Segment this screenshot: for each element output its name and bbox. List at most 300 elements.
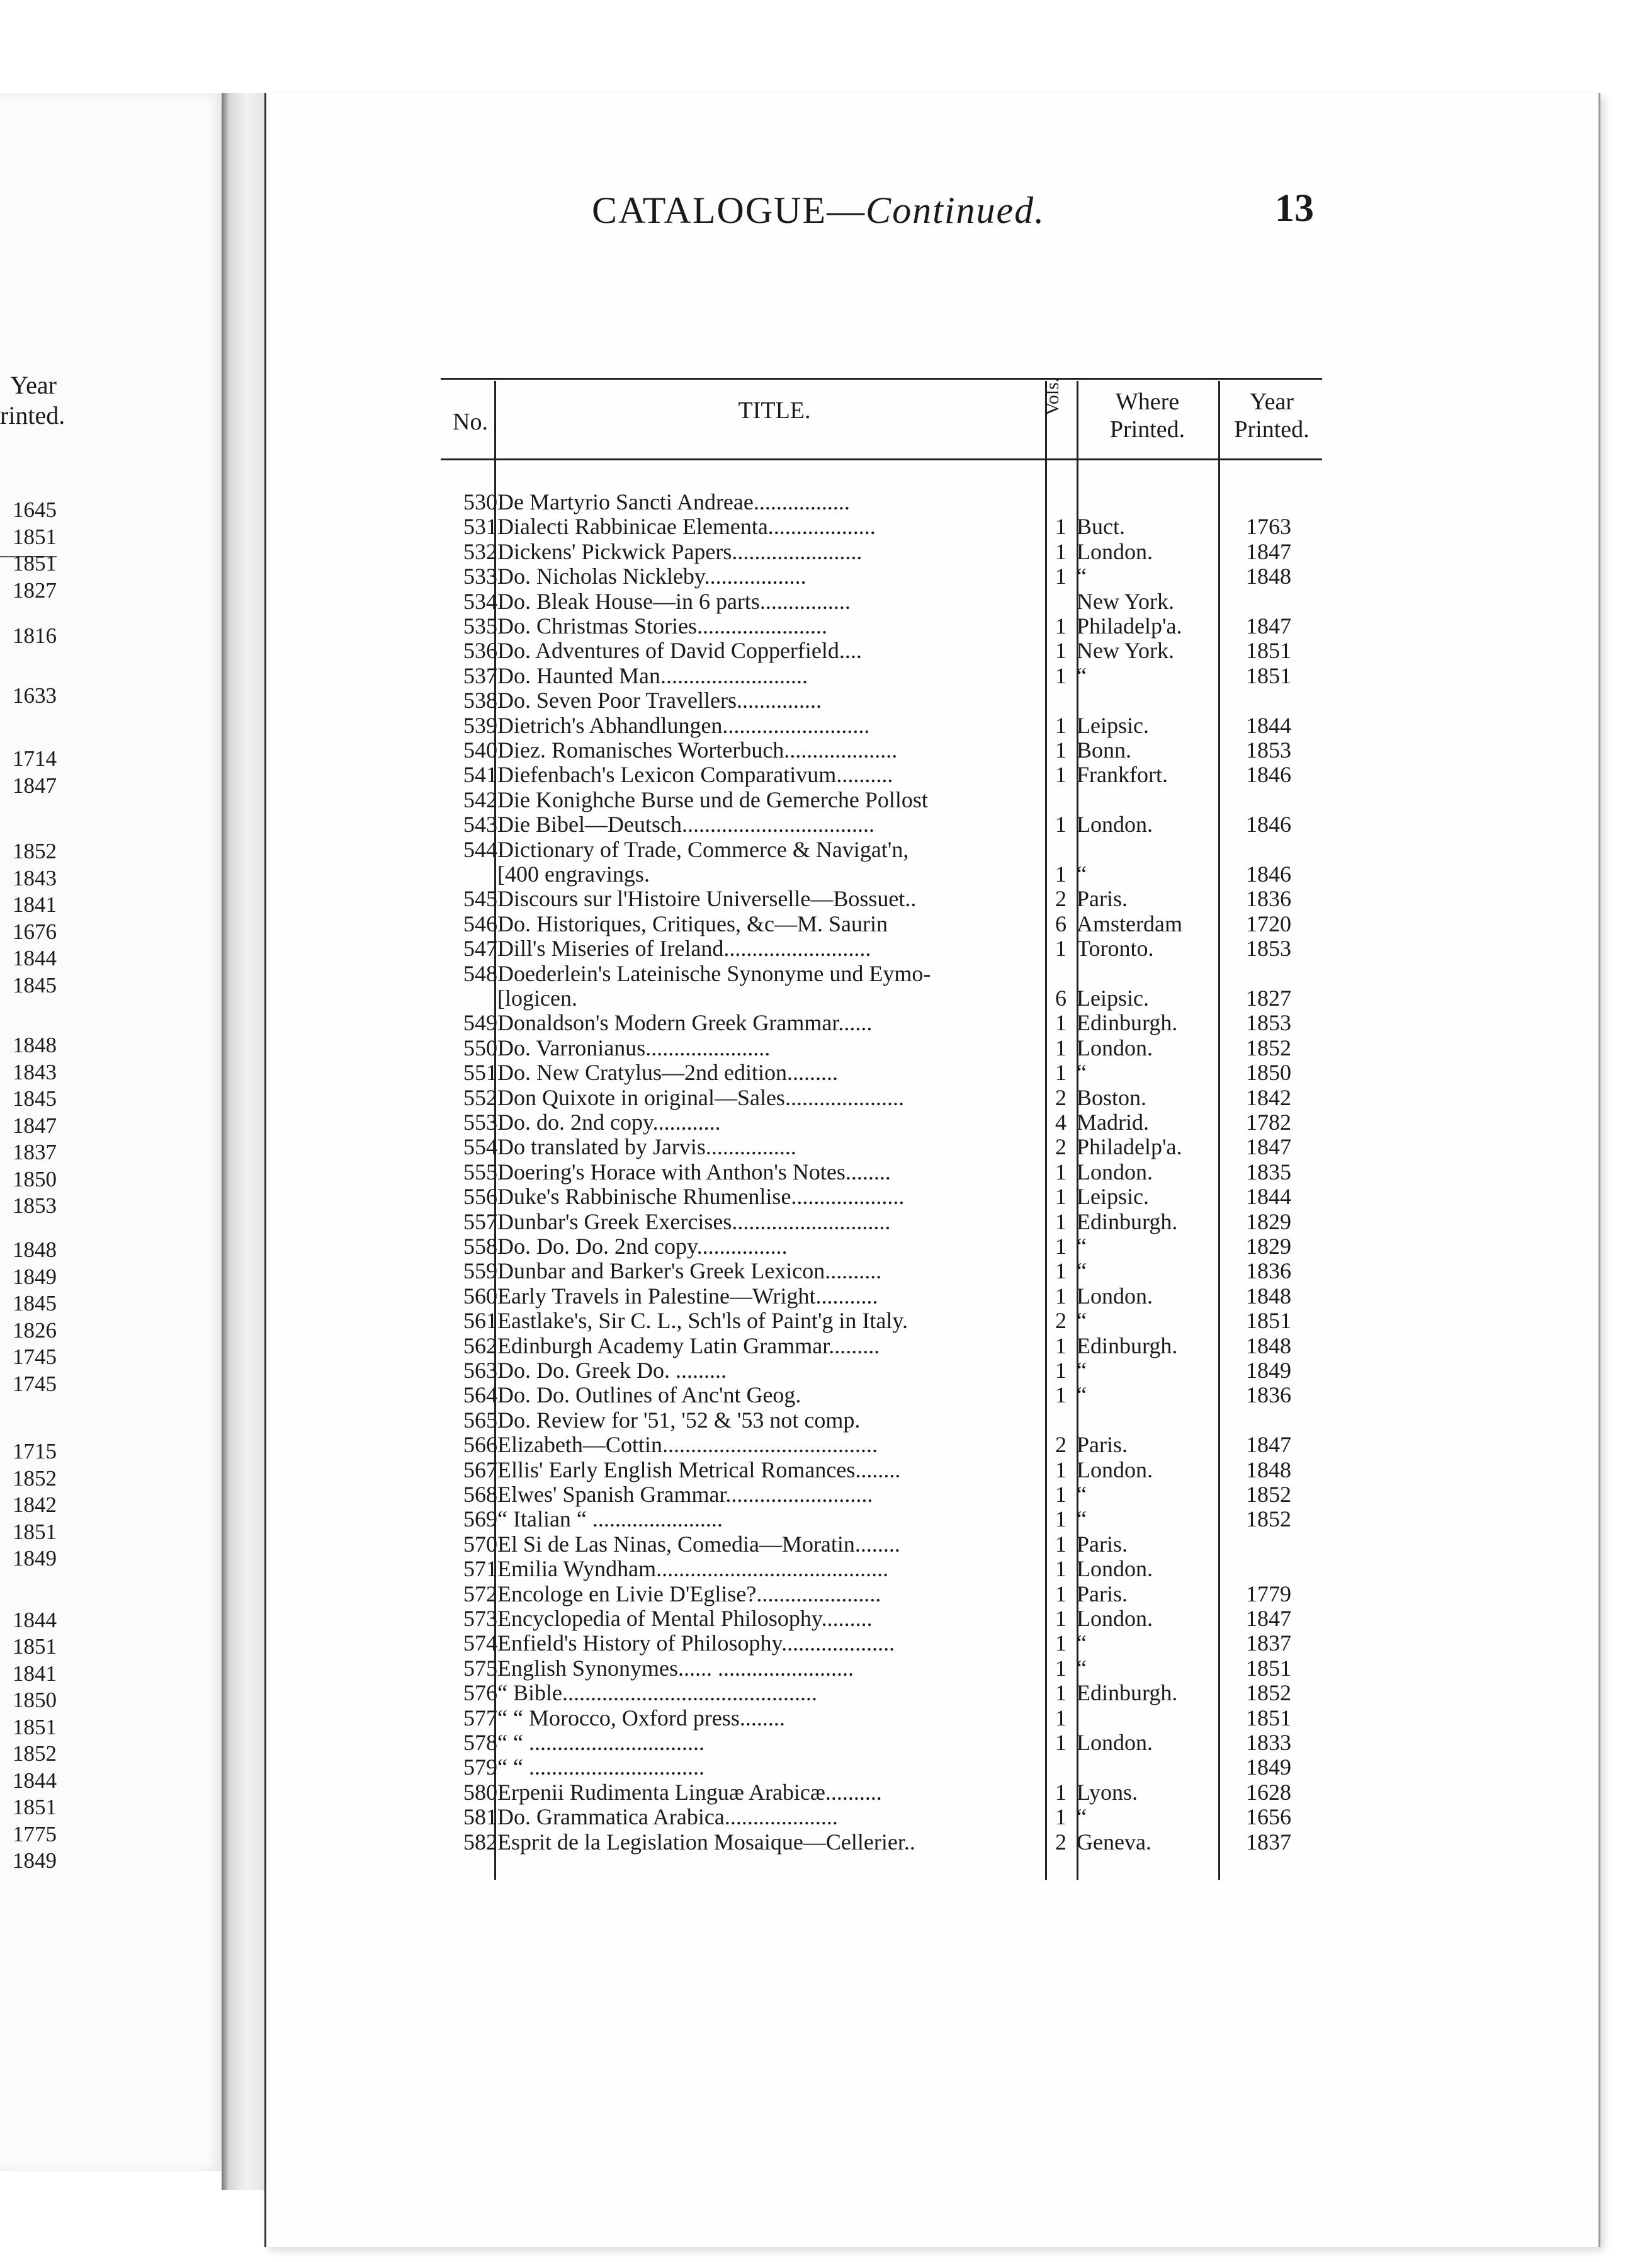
entry-where-printed: “	[1077, 1482, 1087, 1507]
entry-number: 540	[463, 737, 497, 763]
entry-number: 563	[463, 1358, 497, 1383]
entry-title: El Si de Las Ninas, Comedia—Moratin........	[497, 1532, 900, 1557]
entry-number: 562	[463, 1333, 497, 1358]
entry-where-printed: “	[1077, 1506, 1087, 1532]
entry-where-printed: Boston.	[1077, 1085, 1147, 1110]
previous-page-year: 1849	[13, 1546, 57, 1571]
entry-number: 530	[463, 489, 497, 514]
entry-where-printed: “	[1077, 1308, 1087, 1333]
entry-where-printed: Edinburgh.	[1077, 1680, 1178, 1705]
entry-year-printed: 1656	[1246, 1804, 1291, 1829]
entry-where-printed: Paris.	[1077, 1581, 1128, 1606]
entry-where-printed: “	[1077, 1630, 1087, 1656]
entry-title: “ Bible.............................................	[497, 1681, 817, 1705]
entry-year-printed: 1847	[1246, 1432, 1291, 1457]
header-where	[1080, 388, 1215, 443]
entry-number: 581	[463, 1804, 497, 1829]
entry-where-printed: “	[1077, 1358, 1087, 1383]
table-header-rule	[441, 458, 1322, 460]
entry-vols: 1	[1055, 762, 1066, 787]
entry-year-printed: 1847	[1246, 613, 1291, 639]
entry-where-printed: Edinburgh.	[1077, 1333, 1178, 1358]
previous-page-year: 1845	[13, 1291, 57, 1316]
entry-year-printed: 1628	[1246, 1780, 1291, 1805]
entry-vols: 1	[1055, 1532, 1066, 1557]
entry-title: Do. Christmas Stories.......................	[497, 614, 828, 639]
entry-title: Esprit de la Legislation Mosaique—Cellerier..	[497, 1830, 915, 1855]
entry-vols: 1	[1055, 861, 1066, 887]
entry-where-printed: Paris.	[1077, 1532, 1128, 1557]
entry-title: “ “ ...............................	[497, 1731, 704, 1755]
entry-title: Ellis' Early English Metrical Romances........	[497, 1458, 901, 1482]
previous-page-year: 1715	[13, 1439, 57, 1463]
previous-page-year: 1847	[13, 1113, 57, 1138]
entry-where-printed: London.	[1077, 1556, 1153, 1581]
entry-number: 556	[463, 1184, 497, 1209]
previous-page-year: 1837	[13, 1140, 57, 1164]
entry-title: “ Italian “ .......................	[497, 1507, 723, 1532]
previous-page-year: 1851	[13, 1634, 57, 1659]
entry-title: Die Konighche Burse und de Gemerche Pollost	[497, 788, 928, 812]
table-row	[0, 912, 1649, 936]
entry-number: 543	[463, 812, 497, 837]
page-number: 13	[1275, 187, 1314, 230]
table-row	[0, 788, 1649, 812]
entry-number: 579	[463, 1754, 497, 1780]
entry-year-printed: 1844	[1246, 713, 1291, 738]
entry-number: 536	[463, 638, 497, 663]
entry-number: 533	[463, 564, 497, 589]
header-year-line1: Year	[1249, 389, 1294, 415]
previous-page-year: 1847	[13, 773, 57, 798]
entry-title: Do. Haunted Man..........................	[497, 664, 808, 688]
entry-title: Elizabeth—Cottin......................................	[497, 1433, 878, 1457]
header-title: TITLE.	[738, 397, 811, 424]
table-row	[0, 936, 1649, 961]
entry-vols: 1	[1055, 1804, 1066, 1829]
entry-title: De Martyrio Sancti Andreae.................	[497, 490, 850, 514]
previous-page-year: 1826	[13, 1318, 57, 1343]
entry-vols: 1	[1055, 1035, 1066, 1060]
entry-number: 555	[463, 1159, 497, 1185]
entry-number: 557	[463, 1209, 497, 1234]
table-row	[0, 986, 1649, 1011]
header-year	[1221, 388, 1322, 443]
entry-year-printed: 1844	[1246, 1184, 1291, 1209]
entry-where-printed: Lyons.	[1077, 1780, 1138, 1805]
entry-vols: 1	[1055, 1457, 1066, 1482]
table-row	[0, 688, 1649, 713]
previous-page-year: 1845	[13, 1086, 57, 1111]
entry-year-printed: 1846	[1246, 812, 1291, 837]
entry-title: Donaldson's Modern Greek Grammar......	[497, 1011, 873, 1035]
header-where-line2: Printed.	[1109, 416, 1185, 443]
entry-number: 547	[463, 936, 497, 961]
entry-title: Do. Varronianus......................	[497, 1036, 771, 1060]
entry-vols: 6	[1055, 911, 1066, 936]
table-row	[0, 1011, 1649, 1035]
entry-title: [logicen.	[497, 986, 577, 1011]
entry-year-printed: 1763	[1246, 514, 1291, 539]
entry-number: 553	[463, 1110, 497, 1135]
entry-where-printed: Philadelp'a.	[1077, 613, 1182, 639]
table-row	[0, 962, 1649, 986]
entry-title: Do translated by Jarvis................	[497, 1135, 796, 1159]
entry-vols: 1	[1055, 713, 1066, 738]
table-row	[0, 1507, 1649, 1532]
previous-page-year: 1844	[13, 1608, 57, 1632]
entry-vols: 1	[1055, 1382, 1066, 1407]
entry-title: Do. Do. Greek Do. .........	[497, 1358, 727, 1383]
entry-where-printed: “	[1077, 1656, 1087, 1681]
entry-where-printed: Buct.	[1077, 514, 1125, 539]
entry-where-printed: London.	[1077, 1457, 1153, 1482]
entry-where-printed: New York.	[1077, 638, 1175, 663]
entry-year-printed: 1852	[1246, 1482, 1291, 1507]
entry-number: 559	[463, 1258, 497, 1283]
previous-page-year: 1851	[13, 551, 57, 576]
table-row	[0, 862, 1649, 887]
entry-vols: 2	[1055, 1085, 1066, 1110]
table-row	[0, 1433, 1649, 1457]
table-row	[0, 738, 1649, 763]
entry-where-printed: New York.	[1077, 589, 1175, 614]
table-row	[0, 1631, 1649, 1656]
previous-page-year: 1849	[13, 1265, 57, 1289]
entry-title: Do. Grammatica Arabica....................	[497, 1805, 838, 1829]
table-row	[0, 1358, 1649, 1383]
header-year-line2: Printed.	[1234, 416, 1310, 443]
entry-where-printed: London.	[1077, 1730, 1153, 1755]
entry-year-printed: 1853	[1246, 737, 1291, 763]
entry-year-printed: 1852	[1246, 1680, 1291, 1705]
entry-vols: 1	[1055, 1283, 1066, 1309]
entry-year-printed: 1847	[1246, 539, 1291, 564]
entry-number: 578	[463, 1730, 497, 1755]
entry-year-printed: 1849	[1246, 1754, 1291, 1780]
previous-page-year: 1841	[13, 892, 57, 917]
entry-title: Discours sur l'Histoire Universelle—Bossuet..	[497, 887, 917, 911]
table-row	[0, 664, 1649, 688]
entry-vols: 1	[1055, 1730, 1066, 1755]
entry-title: Elwes' Spanish Grammar..........................	[497, 1482, 873, 1507]
previous-page-year: 1841	[13, 1661, 57, 1686]
entry-vols: 1	[1055, 613, 1066, 639]
table-row	[0, 514, 1649, 539]
entry-title: Do. do. 2nd copy............	[497, 1110, 721, 1135]
table-top-rule	[441, 378, 1322, 380]
table-row	[0, 1830, 1649, 1855]
entry-where-printed: “	[1077, 1258, 1087, 1283]
previous-page-year: 1853	[13, 1193, 57, 1218]
table-row	[0, 1731, 1649, 1755]
entry-where-printed: London.	[1077, 812, 1153, 837]
entry-year-printed: 1829	[1246, 1234, 1291, 1259]
entry-year-printed: 1851	[1246, 663, 1291, 688]
entry-number: 582	[463, 1829, 497, 1855]
entry-vols: 1	[1055, 936, 1066, 961]
entry-title: Encologe en Livie D'Eglise?......................	[497, 1582, 881, 1606]
table-row	[0, 1160, 1649, 1185]
entry-number: 570	[463, 1532, 497, 1557]
entry-year-printed: 1850	[1246, 1060, 1291, 1085]
entry-vols: 1	[1055, 663, 1066, 688]
entry-number: 573	[463, 1606, 497, 1631]
entry-vols: 1	[1055, 638, 1066, 663]
previous-page-year: 1714	[13, 746, 57, 771]
entry-vols: 1	[1055, 1780, 1066, 1805]
entry-number: 575	[463, 1656, 497, 1681]
entry-where-printed: Geneva.	[1077, 1829, 1151, 1855]
entry-title: Eastlake's, Sir C. L., Sch'ls of Paint'g in Italy.	[497, 1309, 908, 1333]
entry-title: Do. Nicholas Nickleby..................	[497, 564, 806, 589]
entry-where-printed: Leipsic.	[1077, 713, 1149, 738]
entry-vols: 4	[1055, 1110, 1066, 1135]
entry-number: 561	[463, 1308, 497, 1333]
previous-page-year: 1827	[13, 578, 57, 603]
entry-vols: 1	[1055, 1656, 1066, 1681]
entry-vols: 1	[1055, 1581, 1066, 1606]
entry-title: Emilia Wyndham.........................................	[497, 1557, 889, 1581]
table-row	[0, 1110, 1649, 1135]
previous-page-year: 1844	[13, 1768, 57, 1793]
entry-number: 568	[463, 1482, 497, 1507]
entry-number: 532	[463, 539, 497, 564]
entry-vols: 2	[1055, 1432, 1066, 1457]
table-row	[0, 589, 1649, 614]
entry-vols: 1	[1055, 1060, 1066, 1085]
entry-title: Do. New Cratylus—2nd edition.........	[497, 1060, 838, 1085]
entry-vols: 1	[1055, 1234, 1066, 1259]
entry-vols: 1	[1055, 539, 1066, 564]
table-row	[0, 1334, 1649, 1358]
entry-year-printed: 1852	[1246, 1035, 1291, 1060]
entry-title: Encyclopedia of Mental Philosophy.........	[497, 1606, 873, 1631]
table-row	[0, 639, 1649, 663]
entry-vols: 1	[1055, 812, 1066, 837]
previous-page-year: 1676	[13, 919, 57, 944]
table-row	[0, 1185, 1649, 1209]
entry-where-printed: Leipsic.	[1077, 986, 1149, 1011]
entry-vols: 2	[1055, 1308, 1066, 1333]
table-row	[0, 1805, 1649, 1829]
entry-number: 572	[463, 1581, 497, 1606]
previous-page-year: 1851	[13, 525, 57, 549]
previous-page-year: 1843	[13, 1060, 57, 1084]
entry-vols: 1	[1055, 1506, 1066, 1532]
table-row	[0, 490, 1649, 514]
table-row	[0, 1582, 1649, 1606]
entry-number: 554	[463, 1134, 497, 1159]
entry-where-printed: Paris.	[1077, 886, 1128, 911]
entry-number: 549	[463, 1010, 497, 1035]
entry-where-printed: “	[1077, 1804, 1087, 1829]
entry-where-printed: London.	[1077, 1283, 1153, 1309]
entry-year-printed: 1846	[1246, 762, 1291, 787]
table-row	[0, 1383, 1649, 1407]
previous-page-year: 1848	[13, 1237, 57, 1262]
entry-year-printed: 1848	[1246, 564, 1291, 589]
table-row	[0, 838, 1649, 862]
previous-page-header-line2: rinted.	[0, 401, 65, 429]
entry-number: 551	[463, 1060, 497, 1085]
entry-year-printed: 1853	[1246, 936, 1291, 961]
entry-title: Do. Review for '51, '52 & '53 not comp.	[497, 1408, 861, 1433]
entry-year-printed: 1847	[1246, 1134, 1291, 1159]
entry-number: 545	[463, 886, 497, 911]
entry-vols: 1	[1055, 1680, 1066, 1705]
entry-year-printed: 1852	[1246, 1506, 1291, 1532]
previous-page-year: 1852	[13, 1466, 57, 1491]
entry-year-printed: 1851	[1246, 638, 1291, 663]
previous-page-year: 1851	[13, 1795, 57, 1819]
entry-title: Do. Do. Outlines of Anc'nt Geog.	[497, 1383, 801, 1407]
entry-number: 560	[463, 1283, 497, 1309]
entry-number: 569	[463, 1506, 497, 1532]
entry-where-printed: Philadelp'a.	[1077, 1134, 1182, 1159]
entry-vols: 6	[1055, 986, 1066, 1011]
table-row	[0, 1656, 1649, 1681]
entry-where-printed: Leipsic.	[1077, 1184, 1149, 1209]
table-row	[0, 614, 1649, 639]
entry-where-printed: London.	[1077, 1159, 1153, 1185]
entry-where-printed: “	[1077, 1060, 1087, 1085]
entry-vols: 1	[1055, 1333, 1066, 1358]
entry-vols: 1	[1055, 1358, 1066, 1383]
entry-number: 552	[463, 1085, 497, 1110]
entry-year-printed: 1779	[1246, 1581, 1291, 1606]
entry-vols: 1	[1055, 737, 1066, 763]
previous-page-year: 1645	[13, 497, 57, 522]
previous-page-year: 1843	[13, 866, 57, 890]
table-row	[0, 812, 1649, 837]
entry-title: Edinburgh Academy Latin Grammar.........	[497, 1334, 880, 1358]
entry-title: Early Travels in Palestine—Wright...........	[497, 1284, 878, 1309]
entry-title: “ “ Morocco, Oxford press........	[497, 1706, 785, 1731]
entry-year-printed: 1842	[1246, 1085, 1291, 1110]
entry-year-printed: 1829	[1246, 1209, 1291, 1234]
table-row	[0, 1135, 1649, 1159]
entry-vols: 1	[1055, 1258, 1066, 1283]
entry-year-printed: 1837	[1246, 1829, 1291, 1855]
entry-title: Dialecti Rabbinicae Elementa...................	[497, 514, 876, 539]
entry-title: Doering's Horace with Anthon's Notes........	[497, 1160, 891, 1185]
entry-year-printed: 1851	[1246, 1656, 1291, 1681]
table-row	[0, 1210, 1649, 1234]
table-row	[0, 1458, 1649, 1482]
entry-title: Dickens' Pickwick Papers.......................	[497, 540, 863, 564]
entry-title: Do. Bleak House—in 6 parts................	[497, 589, 851, 614]
entry-number: 534	[463, 589, 497, 614]
page-title-main: CATALOGUE—	[592, 190, 866, 231]
entry-title: Do. Seven Poor Travellers...............	[497, 688, 822, 713]
entry-title: Dill's Miseries of Ireland..........................	[497, 936, 871, 961]
entry-where-printed: Frankfort.	[1077, 762, 1168, 787]
entry-title: English Synonymes...... ........................	[497, 1656, 854, 1681]
entry-where-printed: “	[1077, 564, 1087, 589]
table-row	[0, 1706, 1649, 1731]
entry-number: 564	[463, 1382, 497, 1407]
table-row	[0, 1259, 1649, 1283]
table-row	[0, 540, 1649, 564]
entry-number: 541	[463, 762, 497, 787]
table-row	[0, 713, 1649, 738]
entry-vols: 1	[1055, 1482, 1066, 1507]
entry-where-printed: “	[1077, 1382, 1087, 1407]
table-row	[0, 887, 1649, 911]
previous-page-year: 1775	[13, 1822, 57, 1846]
table-row	[0, 1780, 1649, 1805]
table-row	[0, 1606, 1649, 1631]
table-row	[0, 1408, 1649, 1433]
header-where-line1: Where	[1115, 389, 1180, 415]
entry-number: 577	[463, 1705, 497, 1731]
entry-year-printed: 1846	[1246, 861, 1291, 887]
entry-year-printed: 1827	[1246, 986, 1291, 1011]
entry-where-printed: Paris.	[1077, 1432, 1128, 1457]
entry-year-printed: 1849	[1246, 1358, 1291, 1383]
entry-year-printed: 1848	[1246, 1333, 1291, 1358]
header-no: No.	[453, 409, 488, 435]
entry-year-printed: 1836	[1246, 1258, 1291, 1283]
entry-number: 546	[463, 911, 497, 936]
table-row	[0, 1060, 1649, 1085]
entry-where-printed: Madrid.	[1077, 1110, 1149, 1135]
entry-number: 539	[463, 713, 497, 738]
entry-vols: 2	[1055, 1829, 1066, 1855]
entry-where-printed: “	[1077, 861, 1087, 887]
entry-number: 576	[463, 1680, 497, 1705]
entry-year-printed: 1853	[1246, 1010, 1291, 1035]
entry-number: 531	[463, 514, 497, 539]
entry-title: Do. Historiques, Critiques, &c—M. Saurin	[497, 912, 888, 936]
entry-number: 566	[463, 1432, 497, 1457]
entry-number: 580	[463, 1780, 497, 1805]
previous-page-year: 1633	[13, 683, 57, 708]
table-row	[0, 1234, 1649, 1259]
entry-title: Diefenbach's Lexicon Comparativum..........	[497, 763, 893, 787]
entry-where-printed: “	[1077, 1234, 1087, 1259]
previous-page-header-line1: Year	[10, 371, 57, 399]
header-vols: Vols.	[1042, 377, 1063, 416]
entry-where-printed: Amsterdam	[1077, 911, 1182, 936]
entry-where-printed: London.	[1077, 1035, 1153, 1060]
previous-page-year: 1816	[13, 623, 57, 648]
entry-vols: 1	[1055, 1159, 1066, 1185]
previous-page-year: 1850	[13, 1688, 57, 1712]
entry-vols: 1	[1055, 1010, 1066, 1035]
page-title	[592, 189, 1045, 232]
entry-title: Dunbar and Barker's Greek Lexicon..........	[497, 1259, 882, 1283]
table-row	[0, 1681, 1649, 1705]
entry-title: Enfield's History of Philosophy....................	[497, 1631, 895, 1656]
entry-where-printed: London.	[1077, 539, 1153, 564]
previous-page-year: 1850	[13, 1167, 57, 1191]
previous-page-year: 1745	[13, 1344, 57, 1369]
entry-title: Diez. Romanisches Worterbuch....................	[497, 738, 898, 763]
entry-year-printed: 1848	[1246, 1283, 1291, 1309]
table-row	[0, 1755, 1649, 1780]
entry-where-printed: Toronto.	[1077, 936, 1154, 961]
table-row	[0, 1482, 1649, 1507]
entry-title: Don Quixote in original—Sales.....................	[497, 1086, 904, 1110]
entry-title: Dietrich's Abhandlungen..........................	[497, 713, 870, 738]
previous-page-year: 1852	[13, 1741, 57, 1766]
entry-title: Doederlein's Lateinische Synonyme und Eymo-	[497, 962, 931, 986]
entry-vols: 2	[1055, 1134, 1066, 1159]
entry-title: Die Bibel—Deutsch..................................	[497, 812, 874, 837]
entry-year-printed: 1833	[1246, 1730, 1291, 1755]
